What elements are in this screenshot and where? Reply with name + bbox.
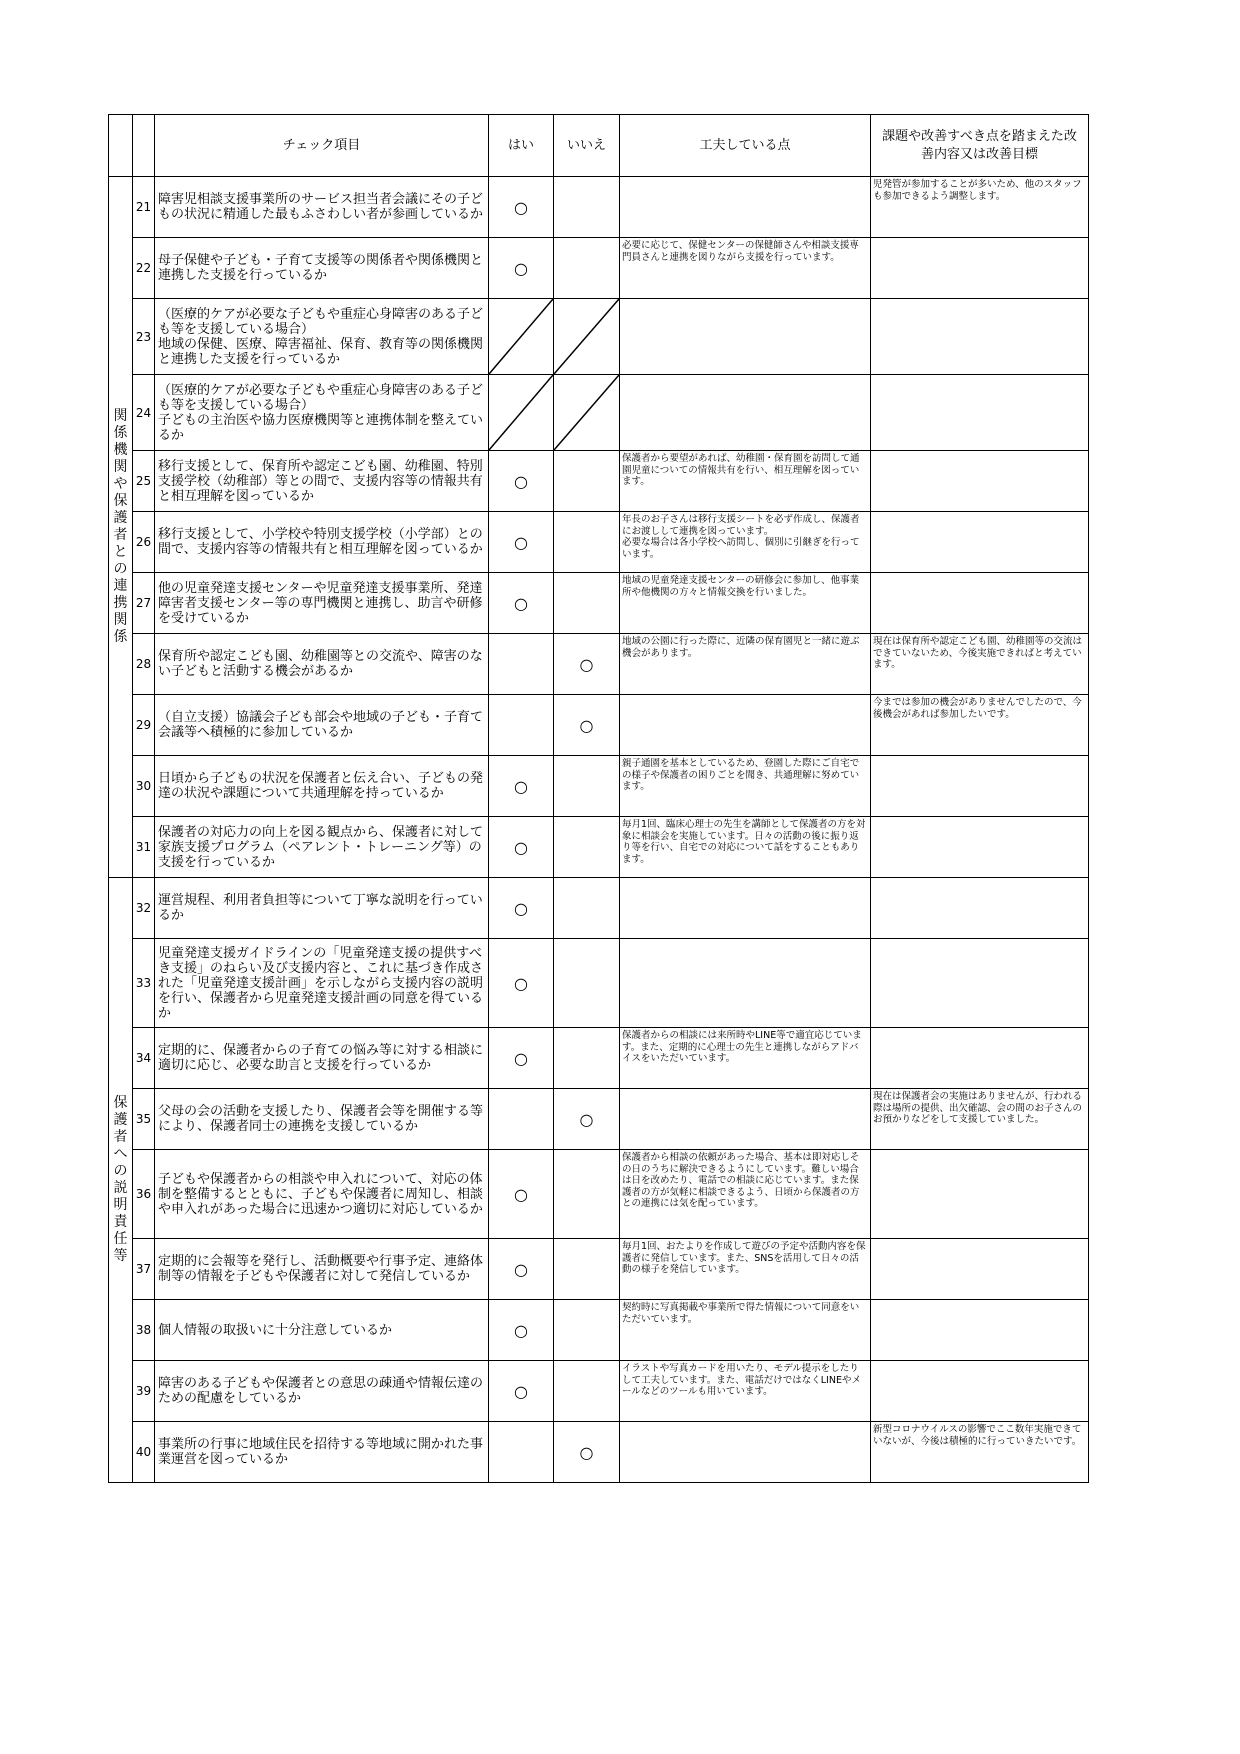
yes-mark: ○ (489, 177, 554, 238)
no-mark: ○ (554, 695, 620, 756)
table-row (109, 177, 1089, 238)
table-row (109, 878, 1089, 939)
category-char: 関 (113, 612, 128, 628)
goal-note (871, 817, 1089, 878)
check-item-text: （自立支援）協議会子ども部会や地域の子ども・子育て会議等へ積極的に参加しているか (155, 695, 489, 756)
item-number: 22 (133, 238, 155, 299)
item-number: 30 (133, 756, 155, 817)
category-char: 関 (113, 459, 128, 475)
table-row (109, 1422, 1089, 1483)
table-row (109, 1239, 1089, 1300)
effort-note: イラストや写真カードを用いたり、モデル提示をしたりして工夫しています。また、電話だけではなくLINEやメールなどのツールも用いています。 (620, 1361, 871, 1422)
goal-note (871, 939, 1089, 1028)
effort-note: 毎月1回、臨床心理士の先生を講師として保護者の方を対象に相談会を実施しています。日々の活動の後に振り返り等を行い、自宅での対応について話をすることもあります。 (620, 817, 871, 878)
item-number: 29 (133, 695, 155, 756)
check-item-text: 移行支援として、小学校や特別支援学校（小学部）との間で、支援内容等の情報共有と相互理解を図っているか (155, 512, 489, 573)
na-yes-cell (489, 299, 554, 375)
goal-note (871, 1361, 1089, 1422)
no-header: いいえ (554, 115, 620, 177)
no-mark (554, 939, 620, 1028)
item-number: 26 (133, 512, 155, 573)
table-row (109, 817, 1089, 878)
category-cell (109, 878, 133, 1483)
effort-note: 保護者から要望があれば、幼稚園・保育園を訪問して通園児童についての情報共有を行い、相互理解を図っています。 (620, 451, 871, 512)
table-row (109, 1361, 1089, 1422)
yes-mark: ○ (489, 817, 554, 878)
table-row (109, 634, 1089, 695)
yes-mark: ○ (489, 451, 554, 512)
yes-mark (489, 634, 554, 695)
na-no-cell (554, 375, 620, 451)
goal-note (871, 1300, 1089, 1361)
check-item-text: 日頃から子どもの状況を保護者と伝え合い、子どもの発達の状況や課題について共通理解を持っているか (155, 756, 489, 817)
category-char: 護 (113, 1112, 128, 1128)
goal-note: 現在は保護者会の実施はありませんが、行われる際は場所の提供、出欠確認、会の間のお子さんのお預かりなどをして支援していました。 (871, 1089, 1089, 1150)
table-row (109, 238, 1089, 299)
goal-header: 課題や改善すべき点を踏まえた改善内容又は改善目標 (871, 115, 1089, 177)
goal-note: 新型コロナウイルスの影響でここ数年実施できていないが、今後は積極的に行っていきたいです。 (871, 1422, 1089, 1483)
no-mark (554, 573, 620, 634)
effort-header: 工夫している点 (620, 115, 871, 177)
item-number: 34 (133, 1028, 155, 1089)
effort-note (620, 375, 871, 451)
item-number: 37 (133, 1239, 155, 1300)
category-char: 明 (113, 1197, 128, 1213)
not-applicable-slash (554, 375, 619, 450)
check-item-text: （医療的ケアが必要な子どもや重症心身障害のある子ども等を支援している場合） 子どもの主治医や協力医療機関等と連携体制を整えているか (155, 375, 489, 451)
goal-note (871, 299, 1089, 375)
check-item-text: 障害のある子どもや保護者との意思の疎通や情報伝達のための配慮をしているか (155, 1361, 489, 1422)
check-item-text: 移行支援として、保育所や認定こども園、幼稚園、特別支援学校（幼稚部）等との間で、支援内容等の情報共有と相互理解を図っているか (155, 451, 489, 512)
check-item-text: 個人情報の取扱いに十分注意しているか (155, 1300, 489, 1361)
self-evaluation-table (108, 114, 1089, 1483)
table-row (109, 1089, 1089, 1150)
yes-mark (489, 1089, 554, 1150)
check-item-text: 母子保健や子ども・子育て支援等の関係者や関係機関と連携した支援を行っているか (155, 238, 489, 299)
category-header (109, 115, 133, 177)
table-row (109, 695, 1089, 756)
category-char: 説 (113, 1180, 128, 1196)
item-number: 39 (133, 1361, 155, 1422)
yes-mark: ○ (489, 573, 554, 634)
category-char: 係 (113, 629, 128, 645)
no-mark (554, 1150, 620, 1239)
check-item-text: 定期的に、保護者からの子育ての悩み等に対する相談に適切に応じ、必要な助言と支援を行っているか (155, 1028, 489, 1089)
yes-mark (489, 695, 554, 756)
no-mark (554, 177, 620, 238)
goal-note (871, 512, 1089, 573)
number-header (133, 115, 155, 177)
header-row (109, 115, 1089, 177)
table-row (109, 451, 1089, 512)
yes-mark: ○ (489, 756, 554, 817)
goal-note (871, 375, 1089, 451)
not-applicable-slash (489, 375, 553, 450)
effort-note: 必要に応じて、保健センターの保健師さんや相談支援専門員さんと連携を図りながら支援を行っています。 (620, 238, 871, 299)
table-row (109, 375, 1089, 451)
goal-note: 児発管が参加することが多いため、他のスタッフも参加できるよう調整します。 (871, 177, 1089, 238)
goal-note: 現在は保育所や認定こども園、幼稚園等の交流はできていないため、今後実施できればと考えています。 (871, 634, 1089, 695)
item-number: 33 (133, 939, 155, 1028)
item-number: 31 (133, 817, 155, 878)
check-item-header: チェック項目 (155, 115, 489, 177)
category-char: 連 (113, 578, 128, 594)
item-number: 25 (133, 451, 155, 512)
effort-note: 保護者からの相談には来所時やLINE等で適宜応じています。また、定期的に心理士の先生と連携しながらアドバイスをいただいています。 (620, 1028, 871, 1089)
table-row (109, 573, 1089, 634)
no-mark (554, 1028, 620, 1089)
category-char: 任 (113, 1231, 128, 1247)
category-char: と (113, 544, 128, 560)
effort-note: 保護者から相談の依頼があった場合、基本は即対応しその日のうちに解決できるようにしています。難しい場合は日を改めたり、電話での相談に応じています。また保護者の方が気軽に相談できるよう、日頃から保護者の方との連携には気を配っています。 (620, 1150, 871, 1239)
yes-mark: ○ (489, 1239, 554, 1300)
no-mark (554, 512, 620, 573)
table-row (109, 299, 1089, 375)
check-item-text: 事業所の行事に地域住民を招待する等地域に開かれた事業運営を図っているか (155, 1422, 489, 1483)
check-item-text: 児童発達支援ガイドラインの「児童発達支援の提供すべき支援」のねらい及び支援内容と、これに基づき作成された「児童発達支援計画」を示しながら支援内容の説明を行い、保護者から児童発達支援計画の同意を得ているか (155, 939, 489, 1028)
category-char: 携 (113, 595, 128, 611)
goal-note (871, 1239, 1089, 1300)
table-row (109, 939, 1089, 1028)
yes-mark (489, 1422, 554, 1483)
item-number: 21 (133, 177, 155, 238)
effort-note: 地域の公園に行った際に、近隣の保育園児と一緒に遊ぶ機会があります。 (620, 634, 871, 695)
category-char: 保 (113, 1095, 128, 1111)
yes-mark: ○ (489, 1150, 554, 1239)
table-row (109, 1150, 1089, 1239)
item-number: 38 (133, 1300, 155, 1361)
check-item-text: 子どもや保護者からの相談や申入れについて、対応の体制を整備するとともに、子どもや保護者に周知し、相談や申入れがあった場合に迅速かつ適切に対応しているか (155, 1150, 489, 1239)
no-mark (554, 238, 620, 299)
effort-note (620, 299, 871, 375)
no-mark: ○ (554, 634, 620, 695)
goal-note (871, 238, 1089, 299)
goal-note (871, 1150, 1089, 1239)
goal-note (871, 573, 1089, 634)
category-char: の (113, 1163, 128, 1179)
effort-note: 毎月1回、おたよりを作成して遊びの予定や活動内容を保護者に発信しています。また、SNSを活用して日々の活動の様子を発信しています。 (620, 1239, 871, 1300)
category-char: 係 (113, 425, 128, 441)
effort-note (620, 939, 871, 1028)
yes-header: はい (489, 115, 554, 177)
effort-note (620, 878, 871, 939)
item-number: 36 (133, 1150, 155, 1239)
category-char: の (113, 561, 128, 577)
no-mark: ○ (554, 1422, 620, 1483)
item-number: 35 (133, 1089, 155, 1150)
table-row (109, 756, 1089, 817)
no-mark (554, 878, 620, 939)
effort-note (620, 1089, 871, 1150)
table-row (109, 512, 1089, 573)
category-char: へ (113, 1146, 128, 1162)
category-char: 責 (113, 1214, 128, 1230)
category-char: や (113, 476, 128, 492)
item-number: 40 (133, 1422, 155, 1483)
item-number: 28 (133, 634, 155, 695)
effort-note (620, 177, 871, 238)
yes-mark: ○ (489, 1361, 554, 1422)
check-item-text: 父母の会の活動を支援したり、保護者会等を開催する等により、保護者同士の連携を支援しているか (155, 1089, 489, 1150)
effort-note: 地域の児童発達支援センターの研修会に参加し、他事業所や他機関の方々と情報交換を行いました。 (620, 573, 871, 634)
check-item-text: （医療的ケアが必要な子どもや重症心身障害のある子ども等を支援している場合） 地域の保健、医療、障害福祉、保育、教育等の関係機関と連携した支援を行っているか (155, 299, 489, 375)
no-mark (554, 1361, 620, 1422)
check-item-text: 保育所や認定こども園、幼稚園等との交流や、障害のない子どもと活動する機会があるか (155, 634, 489, 695)
table-row (109, 1028, 1089, 1089)
yes-mark: ○ (489, 939, 554, 1028)
item-number: 27 (133, 573, 155, 634)
check-item-text: 他の児童発達支援センターや児童発達支援事業所、発達障害者支援センター等の専門機関と連携し、助言や研修を受けているか (155, 573, 489, 634)
effort-note (620, 1422, 871, 1483)
effort-note: 年長のお子さんは移行支援シートを必ず作成し、保護者にお渡しして連携を図っています。 必要な場合は各小学校へ訪問し、個別に引継ぎを行っています。 (620, 512, 871, 573)
no-mark (554, 1300, 620, 1361)
goal-note (871, 756, 1089, 817)
goal-note (871, 451, 1089, 512)
category-char: 護 (113, 510, 128, 526)
yes-mark: ○ (489, 1300, 554, 1361)
yes-mark: ○ (489, 512, 554, 573)
no-mark (554, 1239, 620, 1300)
check-item-text: 保護者の対応力の向上を図る観点から、保護者に対して家族支援プログラム（ペアレント・トレーニング等）の支援を行っているか (155, 817, 489, 878)
table-row (109, 1300, 1089, 1361)
goal-note: 今までは参加の機会がありませんでしたので、今後機会があれば参加したいです。 (871, 695, 1089, 756)
no-mark (554, 756, 620, 817)
category-cell (109, 177, 133, 878)
item-number: 32 (133, 878, 155, 939)
effort-note: 契約時に写真掲載や事業所で得た情報について同意をいただいています。 (620, 1300, 871, 1361)
item-number: 23 (133, 299, 155, 375)
not-applicable-slash (489, 299, 553, 374)
effort-note (620, 695, 871, 756)
category-char: 等 (113, 1248, 128, 1264)
no-mark (554, 817, 620, 878)
not-applicable-slash (554, 299, 619, 374)
category-char: 者 (113, 527, 128, 543)
category-char: 機 (113, 442, 128, 458)
na-no-cell (554, 299, 620, 375)
no-mark: ○ (554, 1089, 620, 1150)
category-char: 保 (113, 493, 128, 509)
yes-mark: ○ (489, 878, 554, 939)
category-char: 者 (113, 1129, 128, 1145)
effort-note: 親子通園を基本としているため、登園した際にご自宅での様子や保護者の困りごとを聞き、共通理解に努めています。 (620, 756, 871, 817)
goal-note (871, 1028, 1089, 1089)
goal-note (871, 878, 1089, 939)
item-number: 24 (133, 375, 155, 451)
category-char: 関 (113, 408, 128, 424)
na-yes-cell (489, 375, 554, 451)
yes-mark: ○ (489, 238, 554, 299)
no-mark (554, 451, 620, 512)
check-item-text: 運営規程、利用者負担等について丁寧な説明を行っているか (155, 878, 489, 939)
check-item-text: 障害児相談支援事業所のサービス担当者会議にその子どもの状況に精通した最もふさわしい者が参画しているか (155, 177, 489, 238)
yes-mark: ○ (489, 1028, 554, 1089)
check-item-text: 定期的に会報等を発行し、活動概要や行事予定、連絡体制等の情報を子どもや保護者に対して発信しているか (155, 1239, 489, 1300)
